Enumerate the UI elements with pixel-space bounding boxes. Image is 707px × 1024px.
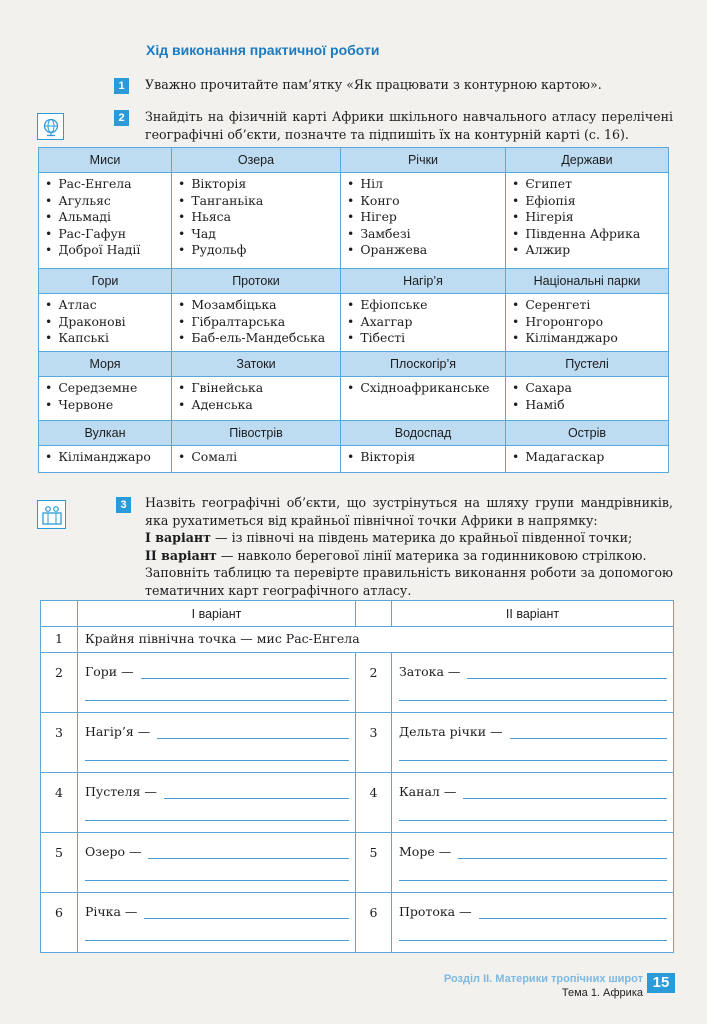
list-item: • Баб-ель-Мандебська: [178, 330, 336, 347]
list-item: • Східноафриканське: [347, 380, 501, 397]
list-item: • Ахаггар: [347, 314, 501, 331]
list-item: • Ньяса: [178, 209, 336, 226]
answer-label: Нагір’я —: [85, 724, 151, 739]
answer-line[interactable]: [463, 798, 667, 799]
list-item: • Атлас: [45, 297, 167, 314]
list-item: • Рас-Гафун: [45, 226, 167, 243]
list-item: • Алжир: [512, 242, 664, 259]
list-item: • Мозамбіцька: [178, 297, 336, 314]
list-item: • Гібралтарська: [178, 314, 336, 331]
list-item: • Кіліманджаро: [512, 330, 664, 347]
category-header: Півострів: [172, 421, 341, 446]
footer-topic: Тема 1. Африка: [561, 987, 643, 999]
list-item: • Ефіопське: [347, 297, 501, 314]
variant-1-label: І варіант: [145, 530, 211, 546]
route-row-num: 5: [41, 833, 78, 893]
route-row-num: 3: [41, 713, 78, 773]
page-number: 15: [647, 973, 675, 993]
answer-cell[interactable]: [392, 653, 674, 713]
task-2-text: Знайдіть на фізичній карті Африки шкільного навчального атласу перелічені географічні об’єкти, позначте та підпишіть їх на контурній карті (с. 16).: [145, 109, 673, 142]
answer-label: Затока —: [399, 664, 461, 679]
answer-line[interactable]: [399, 880, 667, 881]
category-header: Вулкан: [39, 421, 172, 446]
category-cell: [506, 294, 669, 352]
globe-icon: [37, 113, 64, 140]
list-item: • Капські: [45, 330, 167, 347]
answer-cell[interactable]: [392, 893, 674, 953]
answer-line[interactable]: [141, 678, 349, 679]
answer-cell[interactable]: [392, 833, 674, 893]
answer-label: Річка —: [85, 904, 138, 919]
answer-line[interactable]: [479, 918, 667, 919]
answer-cell[interactable]: [78, 653, 356, 713]
category-cell: [341, 294, 506, 352]
answer-cell[interactable]: [78, 713, 356, 773]
category-cell: [172, 173, 341, 269]
answer-line[interactable]: [85, 760, 349, 761]
category-header: Миси: [39, 148, 172, 173]
list-item: • Рас-Енгела: [45, 176, 167, 193]
list-item: • Кіліманджаро: [45, 449, 167, 466]
list-item: • Замбезі: [347, 226, 501, 243]
answer-label: Гори —: [85, 664, 134, 679]
list-item: • Серенгеті: [512, 297, 664, 314]
list-item: • Ефіопія: [512, 193, 664, 210]
list-item: • Сахара: [512, 380, 664, 397]
answer-cell[interactable]: [78, 833, 356, 893]
answer-line[interactable]: [144, 918, 349, 919]
footer-section: Розділ ІІ. Материки тропічних широт: [443, 973, 643, 985]
category-cell: [172, 446, 341, 473]
list-item: • Альмаді: [45, 209, 167, 226]
objects-table: [38, 147, 669, 473]
variant-1-text: — із півночі на південь материка до крайньої південної точки;: [210, 530, 633, 546]
route-row-num: 4: [41, 773, 78, 833]
route-row-1-num: 1: [41, 627, 78, 653]
answer-cell[interactable]: [78, 773, 356, 833]
answer-line[interactable]: [148, 858, 349, 859]
answer-line[interactable]: [85, 880, 349, 881]
category-cell: [172, 377, 341, 421]
route-table: [40, 600, 674, 953]
list-item: • Нігер: [347, 209, 501, 226]
category-cell: [506, 446, 669, 473]
category-header: Національні парки: [506, 269, 669, 294]
answer-label: Канал —: [399, 784, 457, 799]
list-item: • Сомалі: [178, 449, 336, 466]
list-item: • Аденська: [178, 397, 336, 414]
category-header: Гори: [39, 269, 172, 294]
category-header: Моря: [39, 352, 172, 377]
list-item: • Танганьіка: [178, 193, 336, 210]
task-3-intro: Назвіть географічні об’єкти, що зустрінуться на шляху групи мандрівників, яка рухатиметься від крайньої північної точки Африки в напрямку:: [145, 495, 673, 528]
group-icon: [37, 500, 66, 529]
answer-line[interactable]: [399, 940, 667, 941]
category-header: Пустелі: [506, 352, 669, 377]
task-number-2: 2: [114, 110, 129, 126]
category-cell: [341, 173, 506, 269]
category-header: Водоспад: [341, 421, 506, 446]
list-item: • Середземне: [45, 380, 167, 397]
answer-line[interactable]: [85, 940, 349, 941]
variant-2-label: ІІ варіант: [145, 547, 217, 563]
category-header: Протоки: [172, 269, 341, 294]
category-header: Плоскогір’я: [341, 352, 506, 377]
list-item: • Ніл: [347, 176, 501, 193]
category-cell: [39, 377, 172, 421]
route-row-num: 6: [41, 893, 78, 953]
route-row-1-text: Крайня північна точка — мис Рас-Енгела: [78, 627, 674, 653]
answer-line[interactable]: [458, 858, 667, 859]
answer-line[interactable]: [157, 738, 349, 739]
list-item: • Вікторія: [178, 176, 336, 193]
answer-label: Пустеля —: [85, 784, 157, 799]
category-header: Озера: [172, 148, 341, 173]
list-item: • Єгипет: [512, 176, 664, 193]
list-item: • Рудольф: [178, 242, 336, 259]
list-item: • Мадагаскар: [512, 449, 664, 466]
list-item: • Нігерія: [512, 209, 664, 226]
task-number-3: 3: [116, 497, 131, 513]
answer-line[interactable]: [399, 820, 667, 821]
answer-cell[interactable]: [392, 773, 674, 833]
task-3-outro: Заповніть таблицю та перевірте правильність виконання роботи за допомогою тематичних карт географічного атласу.: [145, 565, 673, 598]
category-cell: [341, 377, 506, 421]
category-cell: [39, 173, 172, 269]
list-item: • Агульяс: [45, 193, 167, 210]
list-item: • Доброї Надії: [45, 242, 167, 259]
category-cell: [172, 294, 341, 352]
route-header-variant-2: ІІ варіант: [392, 601, 674, 627]
category-header: Держави: [506, 148, 669, 173]
list-item: • Тібесті: [347, 330, 501, 347]
list-item: • Конго: [347, 193, 501, 210]
list-item: • Гвінейська: [178, 380, 336, 397]
route-row-num: 6: [356, 893, 392, 953]
category-cell: [341, 446, 506, 473]
answer-line[interactable]: [467, 678, 667, 679]
answer-line[interactable]: [85, 700, 349, 701]
answer-line[interactable]: [399, 760, 667, 761]
route-row-num: 4: [356, 773, 392, 833]
answer-line[interactable]: [510, 738, 667, 739]
answer-label: Море —: [399, 844, 452, 859]
answer-line[interactable]: [399, 700, 667, 701]
page-title: Хід виконання практичної роботи: [146, 42, 380, 58]
category-cell: [506, 173, 669, 269]
answer-cell[interactable]: [392, 713, 674, 773]
route-row-num: 2: [356, 653, 392, 713]
route-row-num: 5: [356, 833, 392, 893]
category-header: Острів: [506, 421, 669, 446]
task-number-1: 1: [114, 78, 129, 94]
route-row-num: 3: [356, 713, 392, 773]
list-item: • Наміб: [512, 397, 664, 414]
list-item: • Чад: [178, 226, 336, 243]
category-cell: [506, 377, 669, 421]
list-item: • Нгоронгоро: [512, 314, 664, 331]
answer-label: Протока —: [399, 904, 472, 919]
answer-line[interactable]: [85, 820, 349, 821]
category-cell: [39, 294, 172, 352]
category-cell: [39, 446, 172, 473]
variant-2-text: — навколо берегової лінії материка за годинниковою стрілкою.: [216, 547, 647, 563]
category-header: Затоки: [172, 352, 341, 377]
route-row-num: 2: [41, 653, 78, 713]
list-item: • Південна Африка: [512, 226, 664, 243]
answer-cell[interactable]: [78, 893, 356, 953]
task-3-text: [145, 494, 673, 600]
list-item: • Драконові: [45, 314, 167, 331]
task-1-text: Уважно прочитайте пам’ятку «Як працювати з контурною картою».: [145, 77, 602, 92]
route-header-variant-1: І варіант: [78, 601, 356, 627]
category-header: Річки: [341, 148, 506, 173]
answer-line[interactable]: [164, 798, 349, 799]
route-header-num1: [41, 601, 78, 627]
category-header: Нагір’я: [341, 269, 506, 294]
list-item: • Червоне: [45, 397, 167, 414]
answer-label: Озеро —: [85, 844, 142, 859]
route-header-num2: [356, 601, 392, 627]
answer-label: Дельта річки —: [399, 724, 503, 739]
list-item: • Оранжева: [347, 242, 501, 259]
list-item: • Вікторія: [347, 449, 501, 466]
